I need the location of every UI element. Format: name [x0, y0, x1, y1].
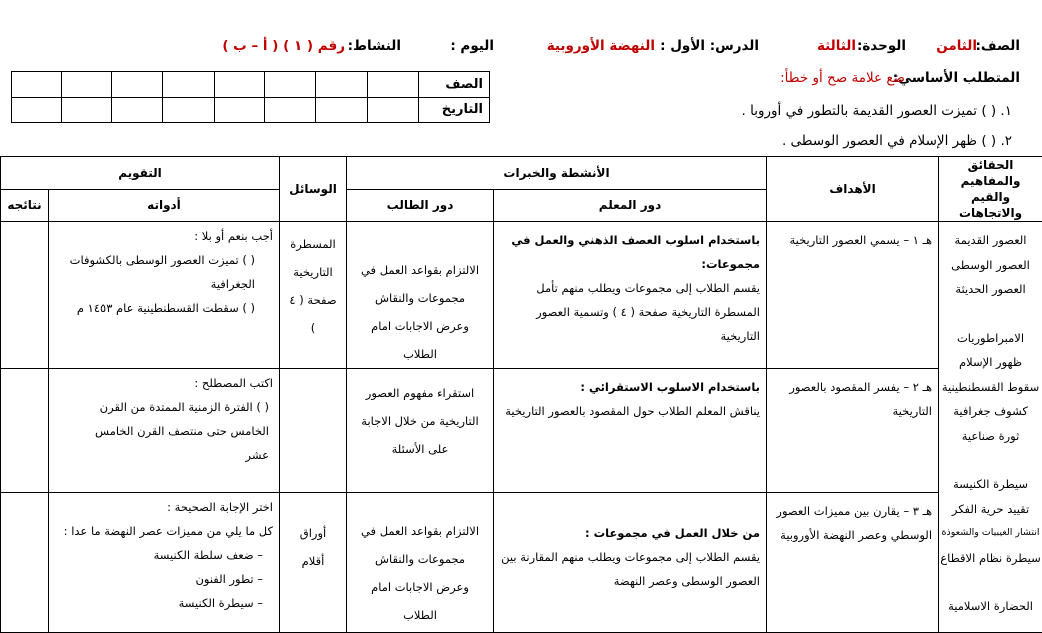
tools-question: أجب بنعم أو بلا : — [55, 224, 273, 248]
fact-item: سقوط القسطنطينية — [939, 375, 1042, 400]
activities-header: الأنشطة والخبرات — [347, 157, 767, 190]
date-cell[interactable] — [163, 97, 215, 123]
day-label: اليوم : — [450, 38, 494, 54]
fact-item: ثورة صناعية — [939, 424, 1042, 449]
teacher-method-title: من خلال العمل في مجموعات : — [500, 521, 760, 545]
fact-item: ظهور الإسلام — [939, 350, 1042, 375]
table-row — [1, 493, 1042, 633]
unit-label: الوحدة: — [857, 38, 906, 54]
class-cell[interactable] — [368, 72, 419, 98]
means-header: الوسائل — [280, 157, 347, 222]
objective-text: هـ ١ – يسمي العصور التاريخية — [767, 222, 938, 252]
fact-spacer — [939, 448, 1042, 472]
tools-item: ( ) الفترة الزمنية الممتدة من القرن الخامس حتى منتصف القرن الخامس عشر — [55, 395, 273, 467]
activity-value: رقم ( ١ ) ( أ – ب ) — [222, 38, 345, 54]
class-cell[interactable] — [163, 72, 215, 98]
tools-item: ( ) سقطت القسطنطينية عام ١٤٥٣ م — [55, 296, 273, 320]
means-cell — [280, 222, 347, 369]
objective-text: هـ ٣ – يقارن بين مميزات العصور الوسطي وعصر النهضة الأوروبية — [767, 493, 938, 547]
objective-text: هـ ٢ – يفسر المقصود بالعصور التاريخية — [767, 369, 938, 423]
class-cell[interactable] — [215, 72, 265, 98]
results-cell[interactable] — [1, 222, 49, 369]
lesson-value: النهضة الأوروبية — [547, 38, 655, 54]
results-cell[interactable] — [1, 369, 49, 493]
date-row — [12, 97, 490, 123]
fact-item: كشوف جغرافية — [939, 399, 1042, 424]
class-row — [12, 72, 490, 98]
teacher-method-title: باستخدام اسلوب العصف الذهني والعمل في مجموعات: — [500, 228, 760, 276]
teacher-method-text: يقسم الطلاب إلى مجموعات ويطلب منهم المقارنة بين العصور الوسطى وعصر النهضة — [500, 545, 760, 593]
objective-cell — [767, 222, 939, 369]
facts-cell — [939, 222, 1042, 633]
fact-spacer — [939, 302, 1042, 326]
prerequisite-instruction: ضع علامة صح أو خطأ: — [780, 70, 905, 86]
class-cell[interactable] — [12, 72, 62, 98]
unit-value: الثالثة — [817, 38, 856, 54]
results-cell[interactable] — [1, 493, 49, 633]
means-text — [280, 369, 346, 375]
tools-cell — [49, 222, 280, 369]
date-cell[interactable] — [12, 97, 62, 123]
results-header: نتائجه — [1, 189, 49, 222]
student-role-header: دور الطالب — [347, 189, 494, 222]
fact-item: العصور الوسطى — [939, 253, 1042, 278]
fact-item: الحضارة الاسلامية — [939, 594, 1042, 619]
tools-question: اختر الإجابة الصحيحة : — [55, 495, 273, 519]
student-role-text: الالتزام بقواعد العمل في مجموعات والنقاش وعرض الاجابات امام الطلاب — [347, 493, 493, 629]
facts-header: الحقائق والمفاهيم والقيم والاتجاهات — [939, 157, 1042, 222]
lesson-plan-table — [0, 156, 1042, 633]
means-text: المسطرة التاريخية صفحة ( ٤ ) — [280, 222, 346, 342]
class-value: الثامن — [936, 38, 977, 54]
class-label: الصف: — [976, 38, 1020, 54]
objectives-header: الأهداف — [767, 157, 939, 222]
tools-question: اكتب المصطلح : — [55, 371, 273, 395]
student-role-cell — [347, 369, 494, 493]
fact-item: الامبراطوريات — [939, 326, 1042, 351]
means-cell — [280, 369, 347, 493]
tools-option: – ضعف سلطة الكنيسة — [55, 543, 273, 567]
date-cell[interactable] — [265, 97, 316, 123]
date-cell[interactable] — [316, 97, 368, 123]
class-row-label: الصف — [419, 72, 490, 98]
tools-cell — [49, 369, 280, 493]
fact-item: العصور القديمة — [939, 228, 1042, 253]
activity-label: النشاط: — [348, 38, 401, 54]
tools-cell — [49, 493, 280, 633]
fact-item: سيطرة الكنيسة — [939, 472, 1042, 497]
header-row — [1, 157, 1042, 190]
class-date-table — [11, 71, 490, 123]
date-row-label: التاريخ — [419, 97, 490, 123]
fact-item: سيطرة نظام الاقطاع — [939, 546, 1042, 571]
tools-option: – سيطرة الكنيسة — [55, 591, 273, 615]
class-cell[interactable] — [62, 72, 112, 98]
fact-spacer — [939, 570, 1042, 594]
prerequisite-label: المتطلب الأساسي: — [893, 70, 1020, 86]
table-row — [1, 369, 1042, 493]
date-cell[interactable] — [112, 97, 163, 123]
student-role-cell — [347, 222, 494, 369]
student-role-text: الالتزام بقواعد العمل في مجموعات والنقاش وعرض الاجابات امام الطلاب — [347, 222, 493, 368]
teacher-role-cell — [494, 493, 767, 633]
teacher-method-text: يقسم الطلاب إلى مجموعات ويطلب منهم تأمل المسطرة التاريخية صفحة ( ٤ ) وتسمية العصور التاريخية — [500, 276, 760, 348]
fact-item: تقييد حرية الفكر — [939, 497, 1042, 522]
date-cell[interactable] — [62, 97, 112, 123]
tools-question: كل ما يلي من مميزات عصر النهضة ما عدا : — [55, 519, 273, 543]
prerequisite-item: ٢. ( ) ظهر الإسلام في العصور الوسطى . — [782, 133, 1012, 149]
teacher-role-cell — [494, 222, 767, 369]
date-cell[interactable] — [368, 97, 419, 123]
prerequisite-item: ١. ( ) تميزت العصور القديمة بالتطور في أوروبا . — [742, 103, 1012, 119]
tools-item: ( ) تميزت العصور الوسطى بالكشوفات الجغرافية — [55, 248, 273, 296]
teacher-role-header: دور المعلم — [494, 189, 767, 222]
evaluation-header: التقويم — [1, 157, 280, 190]
tools-option: – تطور الفنون — [55, 567, 273, 591]
student-role-cell — [347, 493, 494, 633]
teacher-role-cell — [494, 369, 767, 493]
class-cell[interactable] — [316, 72, 368, 98]
class-cell[interactable] — [112, 72, 163, 98]
objective-cell — [767, 369, 939, 493]
lesson-label: الدرس: الأول : — [660, 38, 759, 54]
means-cell — [280, 493, 347, 633]
fact-item: العصور الحديثة — [939, 277, 1042, 302]
date-cell[interactable] — [215, 97, 265, 123]
table-row — [1, 222, 1042, 369]
teacher-method-text: يناقش المعلم الطلاب حول المقصود بالعصور التاريخية — [500, 399, 760, 423]
student-role-text: استقراء مفهوم العصور التاريخية من خلال الاجابة على الأسئلة — [347, 369, 493, 463]
teacher-method-title: باستخدام الاسلوب الاستقرائي : — [500, 375, 760, 399]
tools-header: أدواته — [49, 189, 280, 222]
means-text: أوراق أقلام — [280, 493, 346, 575]
fact-item: انتشار الغيبيات والشعوذة — [939, 521, 1042, 546]
objective-cell — [767, 493, 939, 633]
class-cell[interactable] — [265, 72, 316, 98]
